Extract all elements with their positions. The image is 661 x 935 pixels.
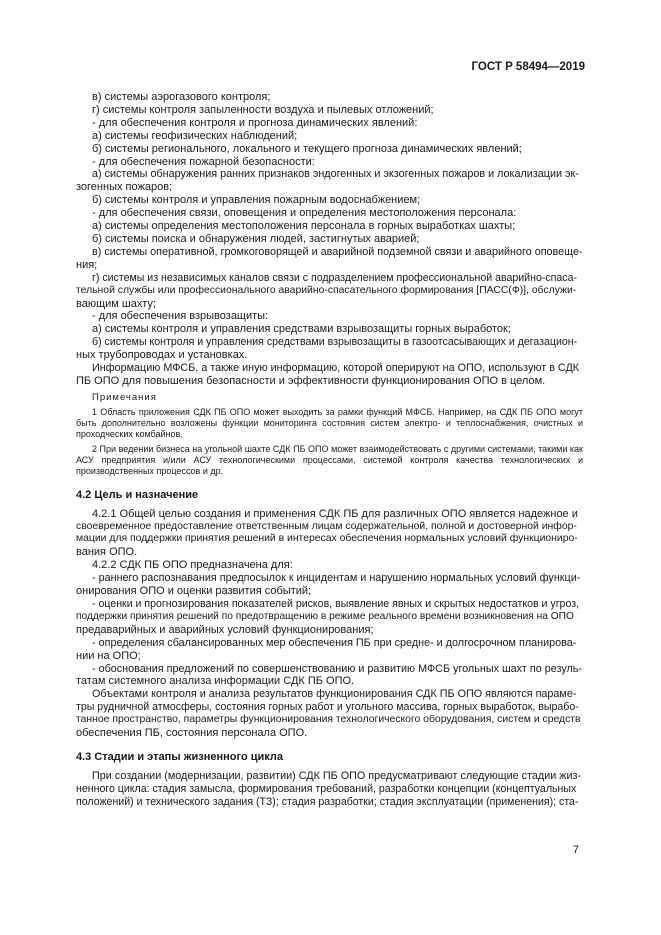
text-line: поддержки принятия решений по предотвращению в режиме реального времени возникновения на ОПО bbox=[76, 610, 574, 622]
section-heading-4-3: 4.3 Стадии и этапы жизненного цикла bbox=[76, 750, 283, 763]
text-line: б) системы поиска и обнаружения людей, застигнутых аварией; bbox=[92, 232, 420, 245]
text-line: Информацию МФСБ, а также иную информацию, которой оперируют на ОПО, используют в СДК bbox=[92, 362, 580, 375]
systems-list bbox=[76, 91, 583, 388]
text-line: - для обеспечения пожарной безопасности: bbox=[92, 155, 315, 168]
text-line: 4.2.1 Общей целью создания и применения СДК ПБ для различных ОПО является надежное и bbox=[92, 507, 578, 520]
note-2: 2 При ведении бизнеса на угольной шахте СДК ПБ ОПО может взаимодействовать с другими системами, такими как АСУ предприятия и/или АСУ технологическими процессами, системой контроля качества технологических и производственных процессов и др. bbox=[76, 443, 583, 477]
text-line: а) системы обнаружения ранних признаков эндогенных и экзогенных пожаров и локализации эк- bbox=[92, 168, 579, 181]
text-line: - обоснования предложений по совершенствованию и развитию МФСБ угольных шахт по резуль- bbox=[92, 662, 582, 675]
text-line: зогенных пожаров; bbox=[76, 181, 173, 194]
section-heading-4-2: 4.2 Цель и назначение bbox=[76, 488, 199, 501]
text-line: б) системы контроля и управления средствами взрывозащиты в газоотсасывающих и дегазацион- bbox=[92, 336, 578, 349]
text-line: г) системы из независимых каналов связи с подразделением профессиональной аварийно-спаса- bbox=[92, 271, 578, 284]
text-line: а) системы контроля и управления средствами взрывозащиты горных выработок; bbox=[92, 323, 511, 336]
section-4-3-body bbox=[76, 770, 583, 809]
text-line: б) системы регионального, локального и текущего прогноза динамических явлений; bbox=[92, 142, 522, 155]
text-line: вания ОПО. bbox=[76, 546, 138, 559]
text-line: - для обеспечения связи, оповещения и определения местоположения персонала: bbox=[92, 207, 517, 220]
text-line: - для обеспечения взрывозащиты: bbox=[92, 310, 269, 323]
page-content bbox=[76, 91, 583, 809]
text-line: ния; bbox=[76, 258, 98, 271]
text-line: 4.2.2 СДК ПБ ОПО предназначена для: bbox=[92, 559, 293, 572]
text-line: а) системы определения местоположения персонала в горных выработках шахты; bbox=[92, 220, 516, 233]
text-line: онирования ОПО и оценки развития событий; bbox=[76, 585, 312, 598]
text-line: б) системы контроля и управления пожарным водоснабжением; bbox=[92, 194, 421, 207]
text-line: танное пространство, параметры функционирования технологического оборудования, систем и средств bbox=[76, 714, 581, 726]
text-line: мации для поддержки принятия решений в интересах обеспечения нормальных условий функциониро- bbox=[76, 533, 578, 545]
document-code: ГОСТ Р 58494—2019 bbox=[471, 61, 585, 73]
text-line: - оценки и прогнозирования показателей рисков, выявление явных и скрытых недостатков и угроз, bbox=[92, 597, 580, 610]
text-line: татам системного анализа информации СДК ПБ ОПО. bbox=[76, 675, 355, 688]
text-line: ПБ ОПО для повышения безопасности и эффективности функционирования ОПО в целом. bbox=[76, 374, 546, 387]
notes-title: Примечания bbox=[92, 391, 157, 403]
page-number: 7 bbox=[572, 844, 579, 856]
text-line: своевременное предоставление ответственным лицам содержательной, полной и достоверной инфор- bbox=[76, 520, 577, 532]
text-line: положений) и технического задания (ТЗ); стадия разработки; стадия эксплуатации (применения); ста- bbox=[76, 795, 579, 808]
text-line: предаварийных и аварийных условий функционирования; bbox=[76, 623, 374, 636]
text-line: ных трубопроводах и установках. bbox=[76, 349, 248, 362]
text-line: ненного цикла: стадия замысла, формирования требований, разработки концепции (концептуальных bbox=[76, 782, 577, 795]
text-line: обеспечения ПБ, состояния персонала ОПО. bbox=[76, 727, 308, 740]
text-line: При создании (модернизации, развитии) СДК ПБ ОПО предусматривают следующие стадии жиз- bbox=[92, 769, 582, 782]
notes-block bbox=[76, 392, 583, 478]
text-line: нии на ОПО; bbox=[76, 649, 141, 662]
text-line: тельной службы или профессионального аварийно-спасательного формирования [ПАСС(Ф)], обслужи- bbox=[76, 284, 577, 296]
text-line: - определения сбалансированных мер обеспечения ПБ при средне- и долгосрочном планирова- bbox=[92, 636, 577, 649]
text-line: в) системы оперативной, громкоговорящей и аварийной подземной связи и аварийного оповеще- bbox=[92, 245, 583, 258]
text-line: вающим шахту; bbox=[76, 297, 156, 310]
text-line: тры рудничной атмосферы, состояния горных работ и угольного массива, горных выработок, вырабо- bbox=[76, 701, 579, 714]
text-line: г) системы контроля запыленности воздуха и пылевых отложений; bbox=[92, 103, 434, 116]
note-1: 1 Область приложения СДК ПБ ОПО может выходить за рамки функций МФСБ. Например, на СДК ПБ ОПО могут быть дополнительно возложены функции мониторинга состояния систем электро- и теплоснабжения, очистных и проходческих комбайнов. bbox=[76, 406, 583, 440]
text-line: - раннего распознавания предпосылок к инцидентам и нарушению нормальных условий функци- bbox=[92, 572, 581, 585]
text-line: в) системы аэрогазового контроля; bbox=[92, 91, 271, 103]
text-line: а) системы геофизических наблюдений; bbox=[92, 129, 298, 142]
text-line: Объектами контроля и анализа результатов функционирования СДК ПБ ОПО являются параме- bbox=[92, 688, 577, 701]
section-4-2-body bbox=[76, 508, 583, 740]
text-line: - для обеспечения контроля и прогноза динамических явлений: bbox=[92, 116, 418, 129]
